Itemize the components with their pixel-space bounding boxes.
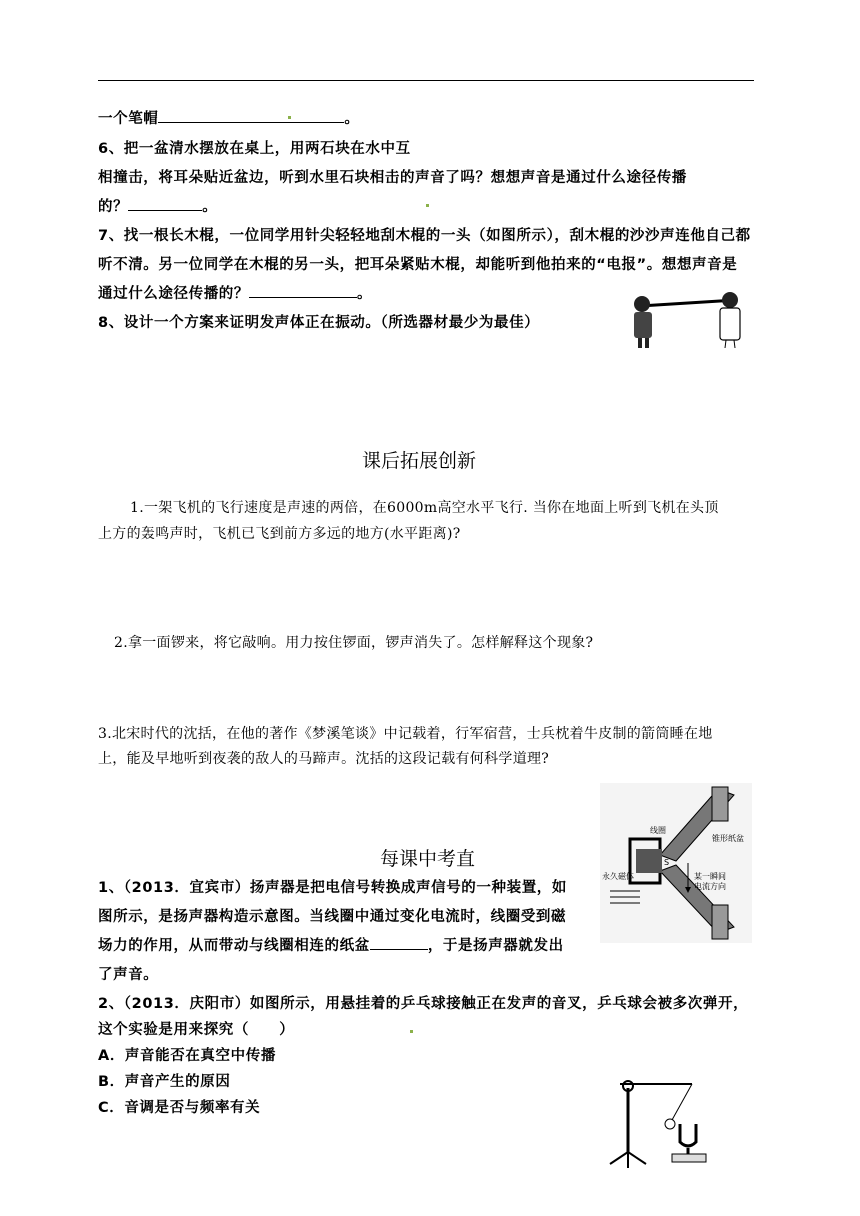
exam-q2-line-2: 这个实验是用来探究（ ） [98, 1022, 295, 1038]
exam-q1-line-1: 1、（2013．宜宾市）扬声器是把电信号转换成声信号的一种装置，如 [98, 880, 567, 896]
option-b[interactable]: B．声音产生的原因 [98, 1074, 231, 1090]
q6-answer-blank[interactable] [128, 196, 202, 211]
q6-line-3: 的？ 。 [98, 195, 217, 216]
pen-cap-text: 一个笔帽 [98, 111, 159, 127]
answer-blank[interactable] [158, 108, 344, 123]
speck-decoration [288, 116, 291, 119]
exam-q1-line-3: 场力的作用，从而带动与线圈相连的纸盆 ，于是扬声器就发出 [98, 934, 564, 955]
q7-line-1: 7、找一根长木棍，一位同学用针尖轻轻地刮木棍的一头（如图所示），刮木棍的沙沙声连他自己都 [98, 228, 751, 244]
problem-1-line-2: 上方的轰鸣声时，飞机已飞到前方多远的地方(水平距离)? [98, 526, 461, 542]
problem-2: 2.拿一面锣来，将它敲响。用力按住锣面，锣声消失了。怎样解释这个现象? [114, 635, 594, 651]
coil-label: 线圈 [650, 826, 666, 835]
header-rule [98, 80, 754, 81]
exam-q1-blank[interactable] [370, 935, 428, 950]
current-direction-label: 电流方向 [694, 882, 726, 891]
speck-decoration [426, 204, 429, 207]
section-title-exam: 每课中考直 [380, 848, 476, 870]
problem-3-line-1: 3.北宋时代的沈括，在他的著作《梦溪笔谈》中记载着，行军宿营，士兵枕着牛皮制的箭筒睡在地 [98, 726, 713, 742]
problem-3-line-2: 上，能及早地听到夜袭的敌人的马蹄声。沈括的这段记载有何科学道理? [98, 751, 550, 767]
s-pole-label: S [664, 858, 670, 867]
q7-line-2: 听不清。另一位同学在木棍的另一头，把耳朵紧贴木棍，却能听到他拍来的“电报”。想想声音是 [98, 257, 738, 273]
problem-1-line-1: 1.一架飞机的飞行速度是声速的两倍，在6000m高空水平飞行. 当你在地面上听到飞机在头顶 [130, 500, 719, 516]
exam-q1-line-4: 了声音。 [98, 967, 159, 983]
pen-cap-line: 一个笔帽 。 [98, 107, 360, 128]
current-label: 某一瞬间 [694, 872, 726, 881]
stick-experiment-figure [626, 292, 746, 348]
q6-line-2: 相撞击，将耳朵贴近盆边，听到水里石块相击的声音了吗？想想声音是通过什么途径传播 [98, 170, 687, 186]
option-c[interactable]: C．音调是否与频率有关 [98, 1100, 261, 1116]
option-a[interactable]: A．声音能否在真空中传播 [98, 1048, 276, 1064]
q8-line: 8、设计一个方案来证明发声体正在振动。（所选器材最少为最佳） [98, 315, 540, 331]
section-title-extension: 课后拓展创新 [362, 450, 477, 472]
q6-line-1: 6、把一盆清水摆放在桌上，用两石块在水中互 [98, 141, 411, 157]
speaker-diagram [600, 783, 752, 943]
exam-q1-line-2: 图所示，是扬声器构造示意图。当线圈中通过变化电流时，线圈受到磁 [98, 909, 567, 925]
speck-decoration [410, 1030, 413, 1033]
exam-q2-line-1: 2、（2013．庆阳市）如图所示，用悬挂着的乒乓球接触正在发声的音叉，乒乓球会被多次弹开， [98, 996, 749, 1012]
cone-label: 锥形纸盆 [712, 834, 744, 843]
q7-line-3: 通过什么途径传播的？ 。 [98, 282, 372, 303]
q7-answer-blank[interactable] [249, 283, 357, 298]
magnet-label: 永久磁体 [602, 872, 634, 881]
tuning-fork-figure [600, 1074, 725, 1172]
